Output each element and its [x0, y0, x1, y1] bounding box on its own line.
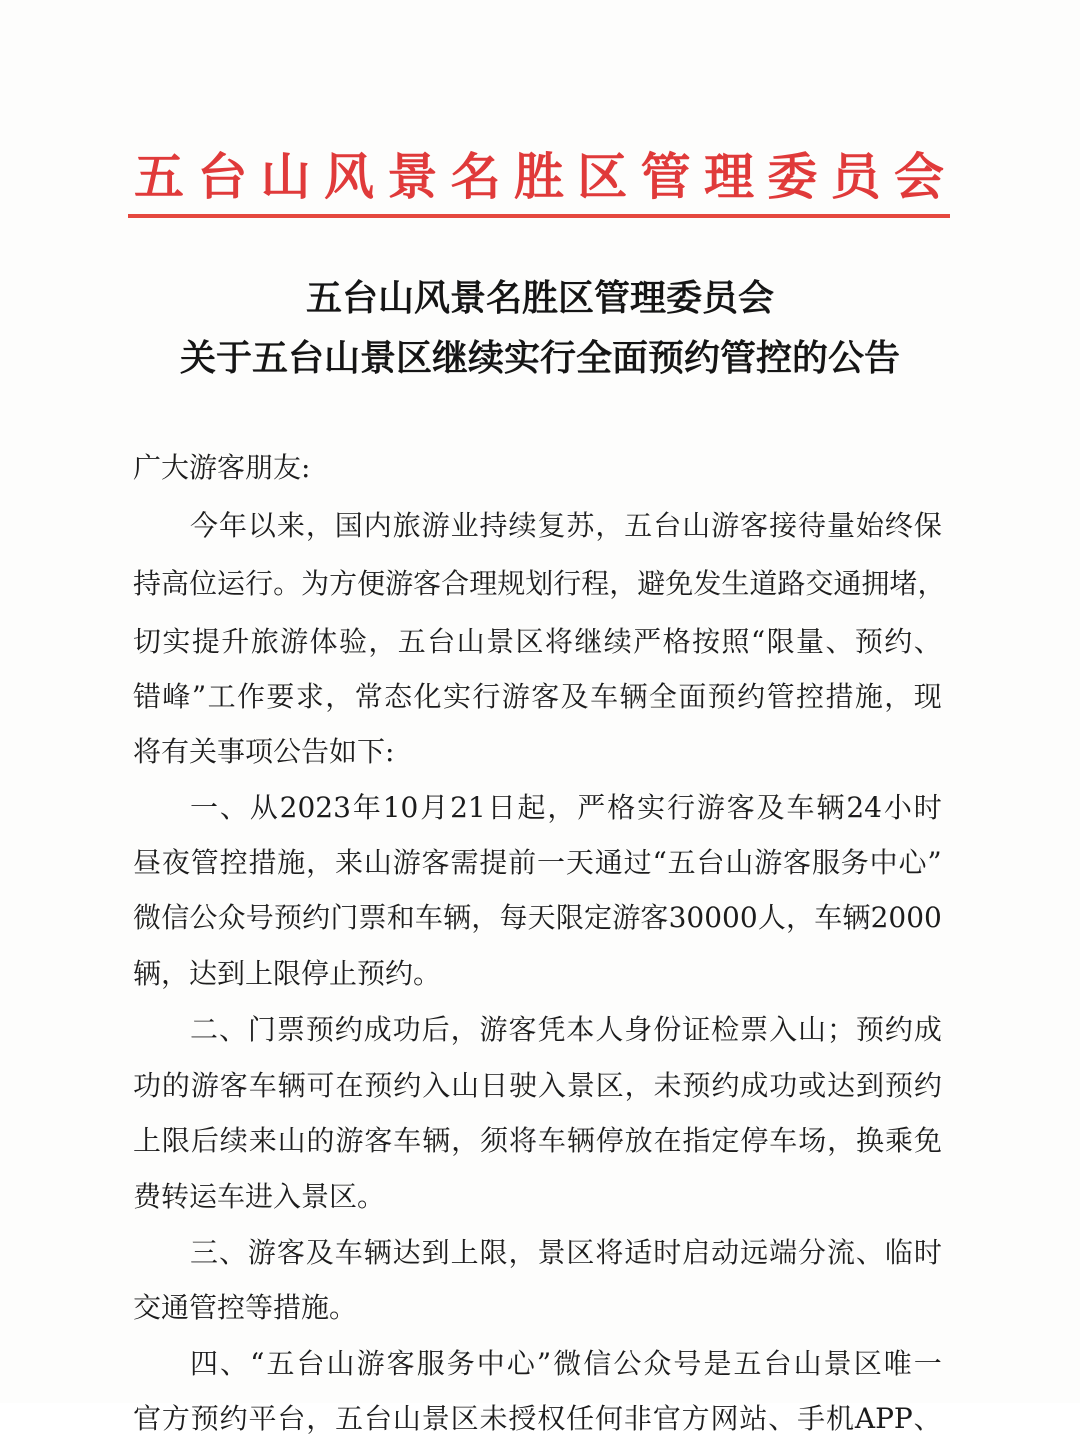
document-title-line2: 关于五台山景区继续实行全面预约管控的公告: [179, 337, 900, 379]
masthead-char: 理: [703, 147, 754, 206]
body-line: 错 峰 ” 工 作 要 求 ， 常 态 化 实 行 游 客 及 车 辆 全 面 预 约 管 控 措 施 ， 现: [133, 680, 942, 713]
body-line: 辆，达到上限停止预约。: [133, 957, 442, 990]
masthead-char: 山: [260, 147, 311, 206]
body-line: 四 、 “ 五 台 山 游 客 服 务 中 心 ” 微 信 公 众 号 是 五 台 山 景 区 唯 一: [190, 1347, 942, 1380]
masthead-char: 风: [323, 147, 374, 206]
salutation: 广大游客朋友:: [133, 451, 311, 484]
body-line: 三 、 游 客 及 车 辆 达 到 上 限 ， 景 区 将 适 时 启 动 远 端 分 流 、 临 时: [190, 1236, 942, 1269]
body-line: 今 年 以 来 ， 国 内 旅 游 业 持 续 复 苏 ， 五 台 山 游 客 接 待 量 始 终 保: [190, 509, 942, 542]
body-line: 交通管控等措施。: [133, 1291, 358, 1324]
document-title-line1: 五台山风景名胜区管理委员会: [305, 277, 774, 319]
masthead-char: 景: [387, 147, 438, 206]
body-line: 官 方 预 约 平 台 ， 五 台 山 景 区 未 授 权 任 何 非 官 方 网 站 、 手 机 APP 、: [133, 1402, 942, 1435]
masthead-char: 五: [134, 147, 184, 206]
masthead-char: 名: [450, 147, 501, 206]
masthead-char: 台: [197, 147, 248, 206]
masthead-char: 区: [577, 147, 628, 206]
masthead-char: 员: [830, 147, 881, 206]
masthead-char: 会: [893, 147, 944, 206]
body-line: 昼 夜 管 控 措 施 ， 来 山 游 客 需 提 前 一 天 通 过 “ 五 台 山 游 客 服 务 中 心 ”: [133, 846, 942, 879]
body-line: 一 、 从 2023 年 10 月 21 日 起 ， 严 格 实 行 游 客 及 车 辆 24 小 时: [190, 791, 942, 824]
masthead-char: 胜: [513, 147, 564, 206]
masthead-char: 管: [640, 147, 691, 206]
body-line: 将有关事项公告如下:: [133, 735, 395, 768]
body-line: 费转运车进入景区。: [133, 1180, 386, 1213]
masthead-char: 委: [767, 147, 818, 206]
body-line: 上 限 后 续 来 山 的 游 客 车 辆 ， 须 将 车 辆 停 放 在 指 定 停 车 场 ， 换 乘 免: [133, 1124, 942, 1157]
body-line: 切 实 提 升 旅 游 体 验 ， 五 台 山 景 区 将 继 续 严 格 按 照 “ 限 量 、 预 约 、: [133, 625, 942, 658]
body-line: 微 信 公 众 号 预 约 门 票 和 车 辆 ， 每 天 限 定 游 客 30000 人 ， 车 辆 2000: [133, 901, 942, 934]
body-line: 功 的 游 客 车 辆 可 在 预 约 入 山 日 驶 入 景 区 ， 未 预 约 成 功 或 达 到 预 约: [133, 1069, 942, 1102]
body-line: 持 高 位 运 行 。 为 方 便 游 客 合 理 规 划 行 程 ， 避 免 发 生 道 路 交 通 拥 堵 ，: [133, 567, 946, 600]
masthead-divider: [128, 214, 950, 218]
body-line: 二 、 门 票 预 约 成 功 后 ， 游 客 凭 本 人 身 份 证 检 票 入 山 ； 预 约 成: [190, 1013, 942, 1046]
masthead: [128, 138, 950, 208]
